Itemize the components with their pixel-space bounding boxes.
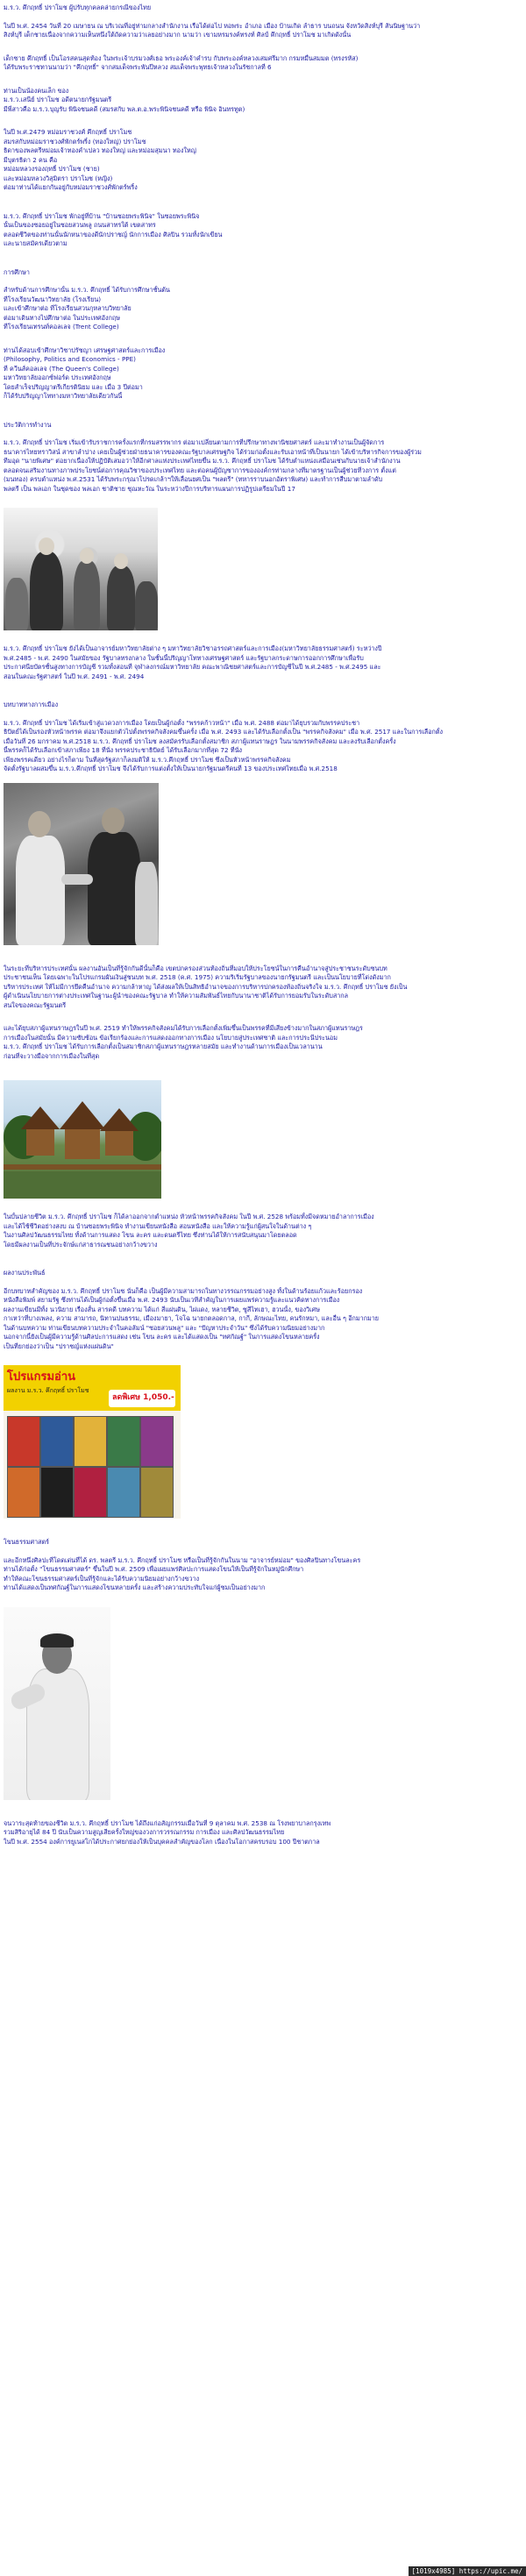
price-label: ลดพิเศษ 1,050.- bbox=[112, 1393, 174, 1402]
retirement-line: และได้ใช้ชีวิตอย่างสงบ ณ บ้านซอยพระพินิจ ทำงานเขียนหนังสือ สอนหนังสือ และให้ความรู้แก่ผู้สนใจในด้านต่าง ๆ bbox=[4, 1221, 312, 1230]
politics-line: ผู้ดำเนินนโยบายการต่างประเทศในฐานะผู้นำของคณะรัฐบาล ทำให้ความสัมพันธ์ไทยกับนานาชาติได้รับการยอมรับในระดับสากล bbox=[4, 992, 348, 1000]
work-line: ประกาศนียบัตรชั้นสูงทางการบัญชี รวมทั้งสอนที่ จุฬาลงกรณ์มหาวิทยาลัย คณะพาณิชยศาสตร์และการบัญชีในปี พ.ศ.2485 - พ.ศ.2495 และ bbox=[4, 663, 381, 671]
literature-line: หนังสือพิมพ์ สยามรัฐ ซึ่งท่านได้เป็นผู้ก่อตั้งขึ้นเมื่อ พ.ศ. 2493 นับเป็นเวทีสำคัญในการเผยแพร่ความรู้และแนวคิดทางการเมือง bbox=[4, 1296, 340, 1304]
section-heading-khon: โขนธรรมศาสตร์ bbox=[4, 1538, 50, 1546]
politics-line: และได้ยุบสภาผู้แทนราษฎรในปี พ.ศ. 2519 ทำให้พรรคกิจสังคมได้รับการเลือกตั้งเพิ่มขึ้นเป็นพรรคที่มีเสียงข้างมากในสภาผู้แทนราษฎร bbox=[4, 1024, 363, 1032]
politics-line: จัดตั้งรัฐบาลผสมขึ้น ม.ร.ว.คึกฤทธิ์ ปราโมช จึงได้รับการแต่งตั้งให้เป็นนายกรัฐมนตรีคนที่ 13 ของประเทศไทยเมื่อ พ.ศ.2518 bbox=[4, 765, 338, 772]
photo-portrait bbox=[4, 1607, 110, 1800]
work-line: พลตรี เป็น พลเอก ในชุดของ พลเอก ชาติชาย ชุณหะวัณ ในระหว่างปีการบริหารแผนการปฏิรูปเตรียมในปี 17 bbox=[4, 484, 295, 493]
home-line: ม.ร.ว. คึกฤทธิ์ ปราโมช พักอยู่ที่บ้าน "บ้านซอยพระพินิจ" ในซอยพระพินิจ bbox=[4, 211, 200, 220]
politics-line: บริหารประเทศ ให้ไม่มีการยึดคืนอำนาจ ความกล้าหาญ ได้ส่งผลให้เป็นสิทธิอำนาจของการบริหารปกครองท้องถิ่นจริงใจ ม.ร.ว. คึกฤทธิ์ ปราโมช ยังเป็น bbox=[4, 982, 408, 991]
education-line: สำหรับด้านการศึกษานั้น ม.ร.ว. คึกฤทธิ์ ได้รับการศึกษาชั้นต้น bbox=[4, 286, 170, 294]
siblings-title: ท่านเป็นน้องคนเล็ก ของ bbox=[4, 86, 69, 95]
politics-line: นี้พรรคก็ได้รับเลือกเข้าสภาเพียง 18 ที่นั่ง พรรคประชาธิปัตย์ ได้รับเลือกมากที่สุด 72 ที่นั่ง bbox=[4, 746, 243, 754]
literature-line: ในด้านบทความ ท่านเขียนบทความประจำในคอลัมน์ "ซอยสวนพลู" และ "ปัญหาประจำวัน" ซึ่งได้รับความนิยมอย่างมาก bbox=[4, 1323, 325, 1332]
khon-line: และอีกหนึ่งศิลปะที่โดดเด่นที่ได้ ดร. พลตรี ม.ร.ว. คึกฤทธิ์ ปราโมช หรือเป็นที่รู้จักกันในนาม "อาจารย์หม่อม" ของศิลปินทางโขนละคร bbox=[4, 1555, 361, 1564]
book-banner-title: โปรแกรมอ่าน bbox=[7, 1370, 76, 1384]
literature-line: เป็นที่ยกย่องว่าเป็น "ปราชญ์แห่งแผ่นดิน" bbox=[4, 1341, 114, 1350]
politics-line: ธิปัตย์ได้เป็นรองหัวหน้าพรรค ต่อมาจึงแยกตัวไปตั้งพรรคกิจสังคมขึ้นครั้ง เมื่อ พ.ศ. 2493 และได้รับเลือกตั้งเป็น "พรรคกิจสังคม" เมื่อ พ.ศ. 2517 และในการเลือกตั้ง bbox=[4, 728, 444, 736]
work-line: ม.ร.ว. คึกฤทธิ์ ปราโมช เริ่มเข้ารับราชการครั้งแรกที่กรมสรรพากร ต่อมาเปลี่ยนตามการที่ปรึกษาทางพานิชยศาสตร์ และมาทำงานเป็นผู้จัดการ bbox=[4, 438, 385, 446]
work-line: (มนทอง) ครบตำแหน่ง พ.ศ.2531 ได้รับพระกรุณาโปรดเกล้าฯให้เลื่อนยศเป็น "พลตรี" (ทหารราบนอกอัตราพิเศษ) และทำการสืบมาตามลำดับ bbox=[4, 475, 383, 483]
family-line: ได้รับพระราชทานนามว่า "คึกฤทธิ์" จากสมเด็จพระพันปีหลวง สมเด็จพระพุทธเจ้าหลวงในรัชกาลที่ 6 bbox=[4, 63, 272, 71]
sibling-item: ม.ร.ว.เสนีย์ ปราโมช อดีตนายกรัฐมนตรี bbox=[4, 96, 112, 103]
book-banner-subtitle: ผลงาน ม.ร.ว. คึกฤทธิ์ ปราโมช bbox=[7, 1387, 89, 1394]
work-line: ทีมอุด "นายพิเศษ" ต่อยากเนื่องให้ปฏิบัติเสมอว่าให้อีกศาลแห่งประเทศไทยขึ้น ม.ร.ว. คึกฤทธิ์ ปราโมช ได้รับตำแหน่งเสมือนเช่นกับนายเจ้าสำนักงาน bbox=[4, 457, 401, 465]
marriage-line: สมรสกับหม่อมราชวงศ์พักตร์พริ้ง (ทองใหญ่) ปราโมช bbox=[4, 137, 146, 146]
education-line: และเข้าศึกษาต่อ ที่โรงเรียนสวนกุหลาบวิทยาลัย bbox=[4, 304, 132, 312]
family-line: เด็กชาย คึกฤทธิ์ เป็นโอรสคนสุดท้อง ในพระเจ้าบรมวงศ์เธอ พระองค์เจ้าคำรบ กับพระองค์หลวงเสมศรีมาก กรมหมื่นสมมต (ทรงรหัส) bbox=[4, 53, 359, 62]
home-line: ตลอดชีวิตของท่านนั้นนักหนาของดีนักปราชญ์ นักการเมือง ศิลปิน รวมทั้งนักเขียน bbox=[4, 230, 223, 238]
literature-line: นอกจากนี้ยังเป็นผู้มีความรู้ด้านศิลปะการแสดง เช่น โขน ละคร และได้แสดงเป็น "ทศกัณฐ์" ในการแสดงโขนหลายครั้ง bbox=[4, 1333, 320, 1341]
khon-line: ท่านได้แสดงเป็นทศกัณฐ์ในการแสดงโขนหลายครั้ง และสร้างความประทับใจแก่ผู้ชมเป็นอย่างมาก bbox=[4, 1583, 266, 1591]
ending-line: รวมสิริอายุได้ 84 ปี นับเป็นความสูญเสียครั้งใหญ่ของวงการวรรณกรรม การเมือง และศิลปวัฒนธรรมไทย bbox=[4, 1828, 285, 1836]
article-title: ม.ร.ว. คึกฤทธิ์ ปราโมช ผู้ปรับทุกคลคล่ายกรณีของไทย bbox=[4, 4, 152, 11]
khon-line: ท่านได้ก่อตั้ง "โขนธรรมศาสตร์" ขึ้นในปี พ.ศ. 2509 เพื่อเผยแพร่ศิลปะการแสดงโขนให้เป็นที่รู้จักในหมู่นักศึกษา bbox=[4, 1565, 304, 1573]
marriage-line: ในปี พ.ศ.2479 หม่อมราชวงศ์ คึกฤทธิ์ ปราโมช bbox=[4, 128, 132, 136]
khon-line: ทำให้คณะโขนธรรมศาสตร์เป็นที่รู้จักและได้รับความนิยมอย่างกว้างขวาง bbox=[4, 1574, 200, 1583]
photo-king-crowd bbox=[4, 508, 158, 630]
marriage-line: และหม่อมหลวงวิสุมิตรา ปราโมช (หญิง) bbox=[4, 174, 113, 182]
home-line: นั้นเป็นของซอยอยู่ในซอยสวนพลู ถนนสาทรใต้ เขตสาทร bbox=[4, 221, 156, 229]
literature-line: กาเหว่าที่บางเพลง, ความ สามารถ, นิทานปนธรรม, เมืองมายา, โจโฉ นายกตลอดกาล, กากี, ลักษณะไทย, คนรักหมา, และอื่น ๆ อีกมากมาย bbox=[4, 1314, 380, 1322]
work-line: พ.ศ.2485 - พ.ศ. 2490 ในสมัยของ รัฐบาลทรงกลาง ในชั้นนี้ปริญญาโททางเศรษฐศาสตร์ และรัฐบาลกระดาษการออกการศึกษาเพื่อรับ bbox=[4, 653, 364, 662]
intro-line: สิงห์บุรี เด็กชายเนื่องจากความเห็นหนึ่งใต้ถัดความว่าเลยอย่างมาก นามว่า เขามหรมรงค์ทรงท์ ศิลป์ คึกฤทธิ์ ปราโมช มาเกิดดังนั้น bbox=[4, 31, 352, 39]
work-line: สอนในคณะรัฐศาสตร์ ในปี พ.ศ. 2491 - พ.ศ. 2494 bbox=[4, 672, 145, 680]
literature-line: อีกบทบาทสำคัญของ ม.ร.ว. คึกฤทธิ์ ปราโมช นั่นก็คือ เป็นผู้มีความสามารถในทางวรรณกรรมอย่างสูง ทั้งในด้านร้อยแก้วและร้อยกรอง bbox=[4, 1286, 363, 1295]
section-heading-literature: ผลงานประพันธ์ bbox=[4, 1269, 46, 1277]
work-line: ม.ร.ว. คึกฤทธิ์ ปราโมช ยังได้เป็นอาจารย์มหาวิทยาลัยต่าง ๆ มหาวิทยาลัยวิชาอรรถศาสตร์และการเมือง(มหาวิทยาลัยธรรมศาสตร์) ระหว่างปี bbox=[4, 644, 382, 652]
marriage-line: มีบุตรธิดา 2 คน คือ bbox=[4, 155, 58, 164]
intro-line: ในปี พ.ศ. 2454 วันที่ 20 เมษายน ณ บริเวณที่อยู่ท่ามกลางสำนักงาน เรือได้ต่อไป หอพระ อำเภอ เมือง บ้านเกิด ลำธาร บนถนน จังหวัดสิงห์บุรี สันนิษฐานว่า bbox=[4, 21, 421, 30]
education-line: (Philosophy, Politics and Economics - PPE) bbox=[4, 355, 136, 363]
ending-line: จนวาระสุดท้ายของชีวิต ม.ร.ว. คึกฤทธิ์ ปราโมช ได้ถึงแก่อสัญกรรมเมื่อวันที่ 9 ตุลาคม พ.ศ. 2538 ณ โรงพยาบาลกรุงเทพ bbox=[4, 1818, 331, 1827]
politics-line: ในระยะที่บริหารประเทศนั้น ผลงานอันเป็นที่รู้จักกันดีนั้นก็คือ เขตปกครองส่วนท้องถิ่นที่มอบให้ประโยชน์ในการคืนอำนาจสู่ประชาชนระดับชนบท bbox=[4, 964, 387, 972]
education-line: ที่โรงเรียนวัฒนาวิทยาลัย (โรงเรียน) bbox=[4, 295, 102, 303]
work-line: ตลอดจนเสริมงานทางภาพประโยชน์ต่อการคุณวิชาของประเทศไทย และต่อคนผู้บัญชาการขององค์กรท่ามกลางที่มาตรฐานเป็นผู้ช่วยที่วงการ ตั้งแต่ bbox=[4, 466, 396, 474]
politics-line: ม.ร.ว. คึกฤทธิ์ ปราโมช ได้รับการเลือกตั้งเป็นสมาชิกสภาผู้แทนราษฎรหลายสมัย และทำงานด้านการเมืองเป็นเวลานาน bbox=[4, 1042, 323, 1050]
ending-line: ในปี พ.ศ. 2554 องค์การยูเนสโกได้ประกาศยกย่องให้เป็นบุคคลสำคัญของโลก เนื่องในโอกาสครบรอบ 100 ปีชาตกาล bbox=[4, 1837, 320, 1846]
retirement-line: โดยมีผลงานเป็นที่ประจักษ์แก่สาธารณชนอย่างกว้างขวาง bbox=[4, 1240, 158, 1249]
home-line: และนายสมัครเดียวตาม bbox=[4, 239, 68, 247]
politics-line: สนใจของคณะรัฐมนตรี bbox=[4, 1000, 67, 1009]
marriage-line: ต่อมาท่านได้แยกกันอยู่กับหม่อมราชวงศ์พักตร์พริ้ง bbox=[4, 183, 138, 191]
politics-line: เพียงพรรคเดียว อย่างไรก็ตาม ในที่สุดรัฐสภาก็ลงมติให้ ม.ร.ว.คึกฤทธิ์ ปราโมช ซึ่งเป็นหัวหน้าพรรคกิจสังคม bbox=[4, 755, 291, 764]
retirement-line: ในบั้นปลายชีวิต ม.ร.ว. คึกฤทธิ์ ปราโมช ก็ได้ลาออกจากตำแหน่ง หัวหน้าพรรคกิจสังคม ในปี พ.ศ. 2528 พร้อมทั้งมีจดหมายอำลาการเมือง bbox=[4, 1213, 374, 1220]
politics-line: ประชาชนเห็น โดยเฉพาะในโปรแกรมผันเงินสู่ชนบท พ.ศ. 2518 (ค.ศ. 1975) ความริเริ่มรัฐบาลของนายกรัฐมนตรี และเป็นนโยบายที่โด่งดังมาก bbox=[4, 973, 391, 981]
photo-thai-house bbox=[4, 1080, 161, 1199]
section-heading-politics: บทบาททางการเมือง bbox=[4, 701, 59, 708]
section-heading-education: การศึกษา bbox=[4, 267, 30, 276]
politics-line: ก่อนที่จะวางมือจากการเมืองในที่สุด bbox=[4, 1051, 100, 1060]
retirement-line: ในงานศิลปวัฒนธรรมไทย ทั้งด้านการแสดง โขน ละคร และดนตรีไทย ซึ่งท่านได้ให้การสนับสนุนมาโดยตลอด bbox=[4, 1231, 297, 1239]
literature-line: ผลงานเขียนมีทั้ง นวนิยาย เรื่องสั้น สารคดี บทความ ได้แก่ สี่แผ่นดิน, ไผ่แดง, หลายชีวิต, ซูสีไทเฮา, ฮวนนั้ง, ของวิเศษ bbox=[4, 1305, 320, 1313]
price-badge bbox=[109, 1390, 175, 1407]
photo-handshake bbox=[4, 783, 159, 945]
education-line: ที่โรงเรียนเทรนท์คอลเลจ (Trent College) bbox=[4, 323, 119, 331]
section-heading-work: ประวัติการทำงาน bbox=[4, 420, 52, 429]
marriage-line: หม่อมหลวงรองฤทธิ์ ปราโมช (ชาย) bbox=[4, 165, 100, 173]
politics-line: การเมืองในสมัยนั้น มีความซับซ้อน ข้อเรียกร้องและการแสดงออกทางการเมือง นโยบายสู่ประเทศชาติ และการประนีประนอม bbox=[4, 1033, 338, 1042]
politics-line: เมื่อวันที่ 26 มกราคม พ.ศ.2518 ม.ร.ว. คึกฤทธิ์ ปราโมช ลงสมัครรับเลือกตั้งสมาชิก สภาผู้แทนราษฎร ในนามพรรคกิจสังคม และลงรับเลือกตั้งครั้ง bbox=[4, 737, 396, 745]
sibling-item: มีพี่สาวคือ ม.ร.ว.บุญรับ พินิจชนคดี (สมรสกับ พล.ต.อ.พระพินิจชนคดี หรือ พินิจ อินทรทูต) bbox=[4, 104, 245, 113]
education-line: ก็ได้รับปริญญาโททางมหาวิทยาลัยเดียวกันนี้ bbox=[4, 392, 123, 400]
education-line: ต่อมาเดินทางไปศึกษาต่อ ในประเทศอังกฤษ bbox=[4, 313, 120, 322]
article bbox=[4, 4, 521, 1847]
education-line: โดยสำเร็จปริญญาตรีเกียรตินิยม และ เมื่อ 3 ปีต่อมา bbox=[4, 382, 143, 391]
education-line: มหาวิทยาลัยออกซ์ฟอร์ด ประเทศอังกฤษ bbox=[4, 374, 111, 381]
politics-line: ม.ร.ว. คึกฤทธิ์ ปราโมช ได้เริ่มเข้าสู่แวดวงการเมือง โดยเป็นผู้ก่อตั้ง "พรรคก้าวหน้า" เมื่อ พ.ศ. 2488 ต่อมาได้ยุบรวมกับพรรคประชา bbox=[4, 718, 360, 727]
photo-book-collection bbox=[4, 1365, 181, 1519]
work-line: ธนาคารไทยทราวิสน์ สาขาลำปาง เคยเป็นผู้ช่วยฝ่ายธนาคารของคณะรัฐบาลเศรษฐกิจ ได้ร่วมก่อตั้งและรับเอาหน้าที่เป็นนายก ได้เข้าบริหารกิจการของผู้ร่วม bbox=[4, 447, 422, 456]
education-line: ท่านได้สอบเข้าศึกษาวิชาปรัชญา เศรษฐศาสตร์และการเมือง bbox=[4, 345, 166, 354]
marriage-line: ธิดาของพลตรีหม่อมเจ้าทองคำเปลว ทองใหญ่ และหม่อมสุมนา ทองใหญ่ bbox=[4, 146, 196, 154]
image-host-watermark: [1019x4985] https://upic.me/ bbox=[409, 2566, 526, 2576]
education-line: ที่ ควีนส์คอลเลจ (The Queen's College) bbox=[4, 364, 119, 373]
